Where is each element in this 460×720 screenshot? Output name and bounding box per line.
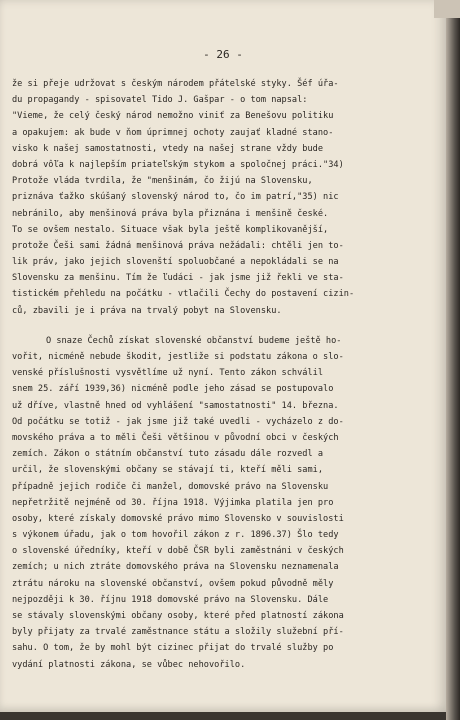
paragraph-gap <box>12 319 396 333</box>
page-edge-top <box>434 0 460 18</box>
text-line: a opakujem: ak bude v ňom úprimnej ochoty zaujať kladné stano- <box>12 127 334 138</box>
text-line: nebránilo, aby menšinová práva byla přiznána i menšině české. <box>12 208 329 219</box>
text-line: O snaze Čechů získat slovenské občanství budeme ještě ho- <box>46 335 342 346</box>
text-line: "Vieme, že celý český národ nemožno viniť za Benešovu politiku <box>12 111 334 122</box>
text-line: Od počátku se totiž - jak jsme již také uvedli - vycházelo z do- <box>12 416 344 427</box>
paragraph-2 <box>12 333 396 673</box>
text-line: už dříve, vlastně hned od vyhlášení "samostatnosti" 14. března. <box>12 400 339 411</box>
text-line: venské příslušnosti vysvětlíme už nyní. Tento zákon schválil <box>12 368 324 379</box>
text-line: snem 25. září 1939,36) nicméně podle jeho zásad se postupovalo <box>12 384 334 395</box>
text-line: nepřetržitě nejméně od 30. října 1918. Výjimka platila jen pro <box>12 497 334 508</box>
text-line: ztrátu nároku na slovenské občanství, ovšem pokud původně měly <box>12 578 334 589</box>
text-line: nejpozději k 30. říjnu 1918 domovské právo na Slovensku. Dále <box>12 594 329 605</box>
text-line: To se ovšem nestalo. Situace však byla ještě komplikovanější, <box>12 224 329 235</box>
text-line: lik práv, jako jejich slovenští spoluobčané a nepokládali se na <box>12 257 339 268</box>
text-line: visko k našej samostatnosti, vtedy na našej strane vždy bude <box>12 143 324 154</box>
text-line: du propagandy - spisovatel Tido J. Gašpar - o tom napsal: <box>12 95 308 106</box>
text-line: se stávaly slovenskými občany osoby, které před platností zákona <box>12 611 344 621</box>
text-line: vydání platnosti zákona, se vůbec nehovořilo. <box>12 659 246 670</box>
text-line: protože Češi sami žádná menšinová práva nežádali: chtěli jen to- <box>12 240 344 251</box>
text-line: osoby, které získaly domovské právo mimo Slovensko v souvislosti <box>12 513 344 524</box>
text-line: dobrá vôľa k najlepším priateľským stykom a spoločnej práci."34) <box>12 159 344 170</box>
text-line: s výkonem úřadu, jak o tom hovořil zákon z r. 1896.37) Šlo tedy <box>12 530 339 541</box>
text-line: případně jejich rodiče či manžel, domovské právo na Slovensku <box>12 481 329 492</box>
text-line: zemích. Zákon o státním občanství tuto zásadu dále rozvedl a <box>12 449 324 460</box>
text-line: Slovensku za menšinu. Tím že ľudáci - jak jsme již řekli ve sta- <box>12 273 344 284</box>
body-text <box>12 76 396 673</box>
text-line: sahu. O tom, že by mohl být cizinec přijat do trvalé služby po <box>12 643 334 654</box>
text-line: určil, že slovenskými občany se stávají ti, kteří měli sami, <box>12 465 324 476</box>
text-line: zemích; u nich ztráte domovského práva na Slovensku neznamenala <box>12 562 339 573</box>
page-edge-shadow <box>446 0 460 720</box>
text-line: ců, zbavili je i práva na trvalý pobyt na Slovensku. <box>12 305 282 316</box>
text-line: o slovenské úředníky, kteří v době ČSR byli zaměstnáni v českých <box>12 546 344 557</box>
text-line: že si přeje udržovat s českým národem přátelské styky. Šéf úřa- <box>12 79 339 89</box>
text-line: byly přijaty za trvalé zaměstnance státu a složily služební pří- <box>12 627 344 638</box>
page-number: - 26 - <box>203 48 243 61</box>
text-line: vořit, nicméně nebude škodit, jestliže si podstatu zákona o slo- <box>12 352 344 362</box>
text-line: priznáva ťažko skúšaný slovenský národ to, čo im patrí,"35) nic <box>12 192 339 203</box>
text-line: Protože vláda tvrdila, že "menšinám, čo žijú na Slovensku, <box>12 176 313 187</box>
text-line: movského práva a to měli Češi většinou v původní obci v českých <box>12 432 339 443</box>
text-line: tistickém přehledu na počátku - vtlačili Čechy do postavení cizin- <box>12 289 355 300</box>
paragraph-1 <box>12 76 396 319</box>
